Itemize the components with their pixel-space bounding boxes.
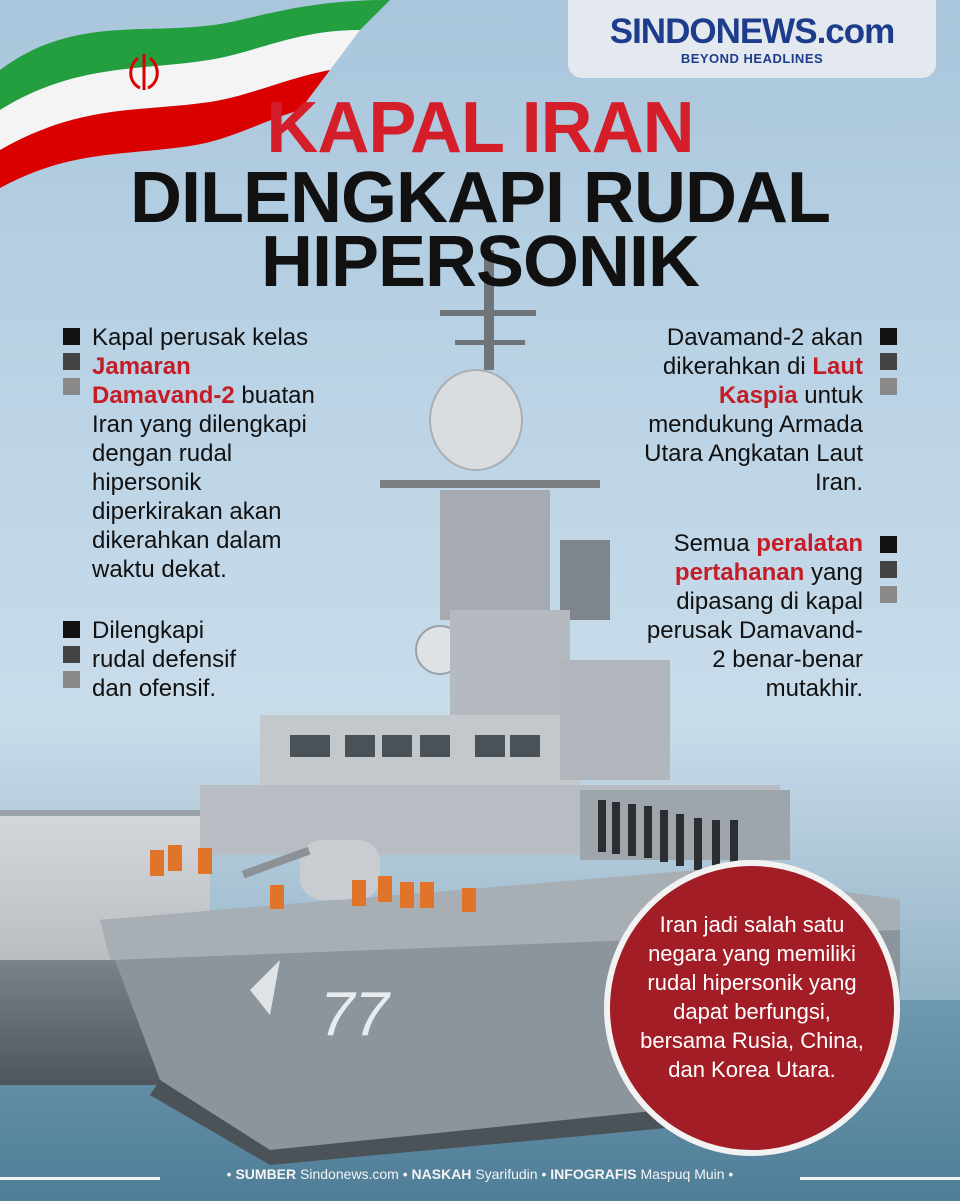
footer-credits: • SUMBER Sindonews.com • NASKAH Syarifudin • INFOGRAFIS Maspuq Muin • xyxy=(226,1166,734,1182)
logo-text: SINDONEWS.com xyxy=(609,12,895,51)
bullet-square xyxy=(63,621,80,638)
bullet-square xyxy=(63,328,80,345)
footer-value: Syarifudin xyxy=(475,1166,538,1182)
callout-text: Iran jadi salah satu negara yang memiliki rudal hipersonik yang dapat berfungsi, bersama Rusia, China, dan Korea Utara. xyxy=(640,912,864,1082)
text-block-left-2 xyxy=(92,616,262,703)
text-segment: Dilengkapi rudal defensif dan ofensif. xyxy=(92,617,237,702)
bullet-square xyxy=(880,378,897,395)
sindonews-logo[interactable] xyxy=(568,0,936,78)
bullet-squares xyxy=(880,328,898,403)
callout-circle xyxy=(604,860,900,1156)
bullet-square xyxy=(63,646,80,663)
title-line-2: DILENGKAPI RUDAL xyxy=(130,158,830,238)
bullet-square xyxy=(880,536,897,553)
bullet-square xyxy=(880,353,897,370)
footer-label: INFOGRAFIS xyxy=(550,1166,637,1182)
bullet-square xyxy=(63,671,80,688)
footer-label: SUMBER xyxy=(235,1166,297,1182)
bullet-square xyxy=(880,561,897,578)
bullet-square xyxy=(63,353,80,370)
text-segment: buatan Iran yang dilengkapi dengan rudal hipersonik diperkirakan akan dikerahkan dalam waktu dekat. xyxy=(92,382,315,583)
bullet-squares xyxy=(880,536,898,611)
text-block-right-1 xyxy=(620,323,863,497)
bullet-square xyxy=(880,328,897,345)
text-segment: Davamand-2 akan dikerahkan di xyxy=(662,324,863,380)
highlight-text: Laut Kaspia xyxy=(718,353,863,409)
bullet-squares xyxy=(63,621,81,696)
text-segment: yang dipasang di kapal perusak Damavand-2 benar-benar mutakhir. xyxy=(646,559,863,702)
footer-label: NASKAH xyxy=(411,1166,472,1182)
logo-tagline: BEYOND HEADLINES xyxy=(680,51,824,66)
footer-value: Sindonews.com xyxy=(300,1166,399,1182)
highlight-text: Jamaran Damavand-2 xyxy=(92,353,235,409)
text-block-right-2 xyxy=(640,529,863,703)
bullet-squares xyxy=(63,328,81,403)
title-line-1: KAPAL IRAN xyxy=(266,88,694,168)
title-line-3: HIPERSONIK xyxy=(260,222,700,302)
text-block-left-1 xyxy=(92,323,317,584)
hull-number: 77 xyxy=(320,980,389,1049)
bullet-square xyxy=(63,378,80,395)
highlight-text: peralatan pertahanan xyxy=(674,530,863,586)
text-segment: untuk mendukung Armada Utara Angkatan Laut Iran. xyxy=(644,382,863,496)
text-segment: Semua xyxy=(673,530,757,557)
footer-value: Maspuq Muin xyxy=(640,1166,725,1182)
bullet-square xyxy=(880,586,897,603)
text-segment: Kapal perusak kelas xyxy=(92,324,309,351)
